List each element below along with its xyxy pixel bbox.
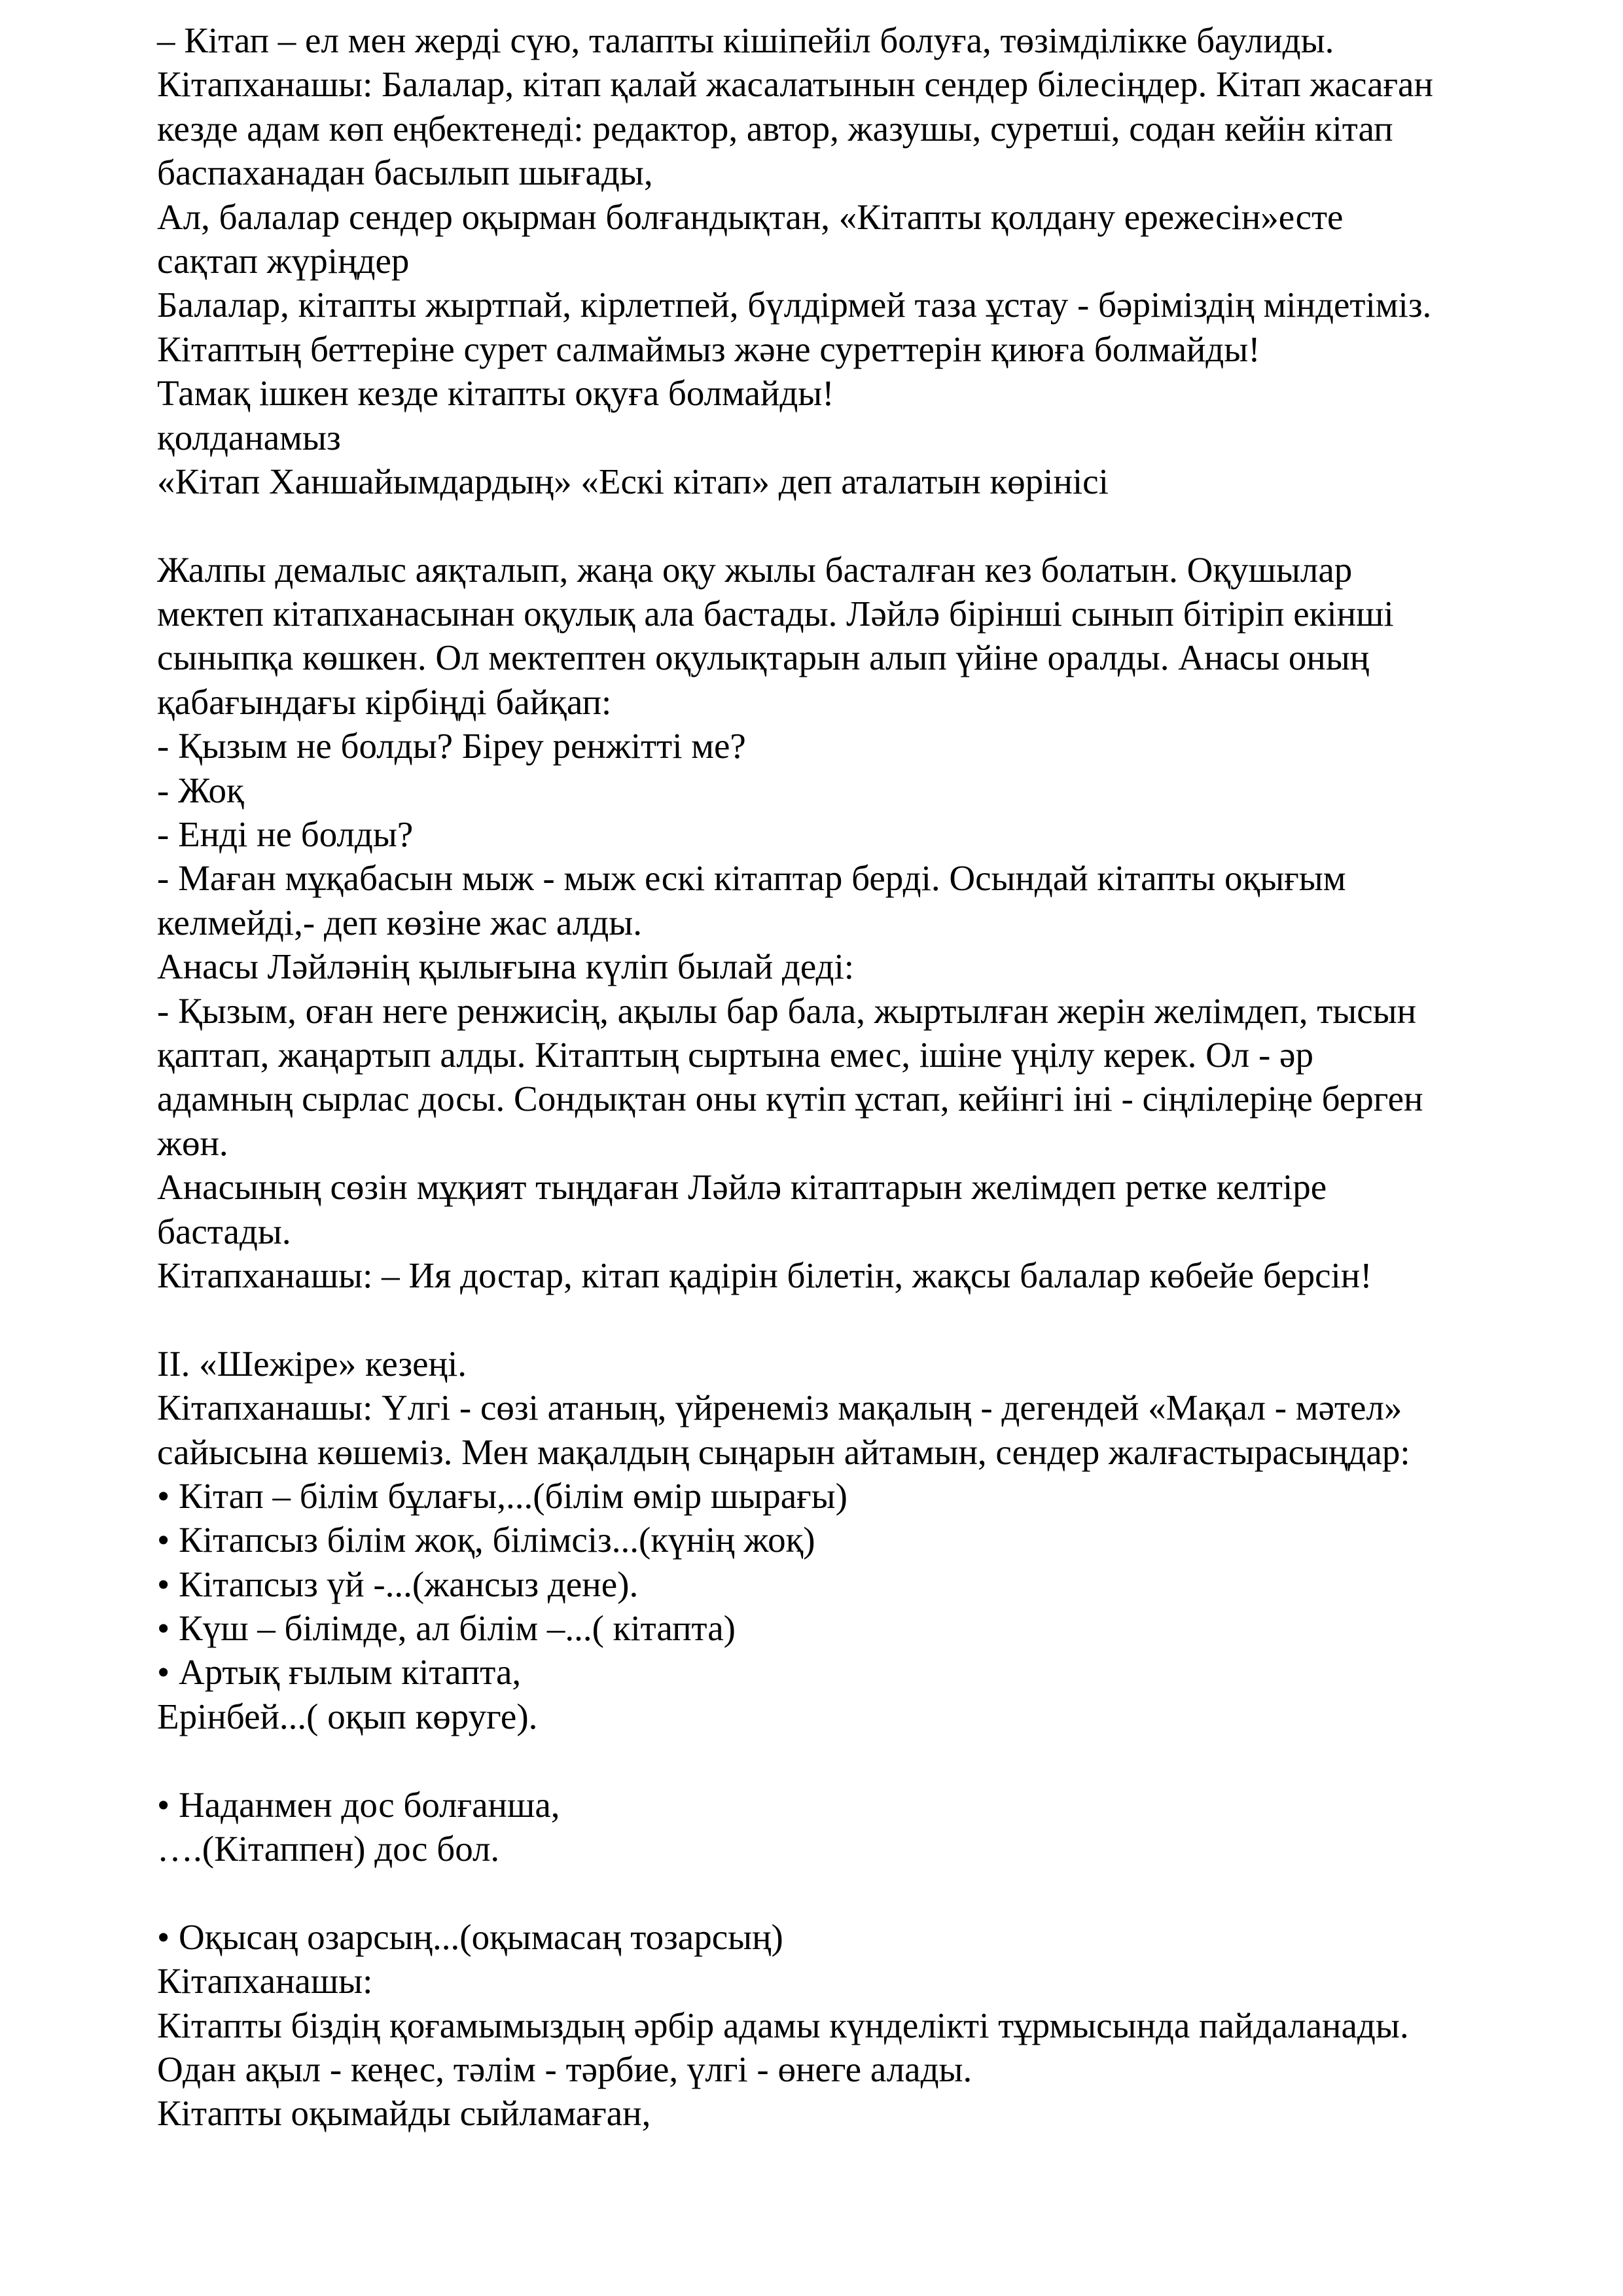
text-line: Ал, балалар сендер оқырман болғандықтан, «Кітапты қолдану ережесін»есте [157, 196, 1344, 237]
text-line: Тамақ ішкен кезде кітапты оқуға болмайды! [157, 373, 834, 414]
text-line: Анасы Ләйләнің қылығына күліп былай деді: [157, 946, 855, 987]
text-line: мектеп кітапханасынан оқулық ала бастады. Ләйлә бірінші сынып бітіріп екінші [157, 594, 1394, 634]
text-line: адамның сырлас досы. Сондықтан оны күтіп ұстап, кейінгі іні - сіңлілеріңе берген [157, 1079, 1423, 1119]
blank-line [157, 1297, 1571, 1341]
text-line: «Кітап Ханшайымдардың» «Ескі кітап» деп аталатын көрінісі [157, 461, 1109, 501]
text-line: Кітапты біздің қоғамымыздың әрбір адамы күнделікті тұрмысында пайдаланады. [157, 2005, 1409, 2045]
blank-line [157, 1871, 1571, 1914]
text-line: – Кітап – ел мен жерді сүю, талапты кішіпейіл болуға, төзімділікке баулиды. [157, 20, 1334, 60]
text-line: • Кітапсыз үй -...(жансыз дене). [157, 1564, 639, 1604]
text-line: Кітапханашы: Үлгі - сөзі атаның, үйренеміз мақалың - дегендей «Мақал - мәтел» [157, 1388, 1402, 1428]
text-line: Балалар, кітапты жыртпай, кірлетпей, бүлдірмей таза ұстау - бәріміздің міндетіміз. [157, 285, 1432, 325]
blank-line [157, 503, 1571, 547]
text-line: Кітапты оқымайды сыйламаған, [157, 2093, 651, 2134]
text-line: қолданамыз [157, 417, 341, 457]
text-line: - Енді не болды? [157, 814, 414, 855]
text-line: қаптап, жаңартып алды. Кітаптың сыртына емес, ішіне үңілу керек. Ол - әр [157, 1034, 1313, 1075]
text-line: келмейді,- деп көзіне жас алды. [157, 902, 642, 942]
text-line: Ерінбей...( оқып көруге). [157, 1696, 538, 1736]
text-line: • Оқысаң озарсың...(оқымасаң тозарсың) [157, 1916, 783, 1957]
text-line: Кітаптың беттеріне сурет салмаймыз және суреттерін қиюға болмайды! [157, 329, 1260, 369]
blank-line [157, 1738, 1571, 1782]
text-line: сайысына көшеміз. Мен мақалдың сыңарын айтамын, сендер жалғастырасыңдар: [157, 1431, 1410, 1472]
text-line: • Кітапсыз білім жоқ, білімсіз...(күнің жоқ) [157, 1520, 815, 1560]
text-line: - Қызым, оған неге ренжисің, ақылы бар бала, жыртылған жерін желімдеп, тысын [157, 990, 1417, 1031]
text-line: Жалпы демалыс аяқталып, жаңа оқу жылы басталған кез болатын. Оқушылар [157, 549, 1353, 590]
text-line: ….(Кітаппен) дос бол. [157, 1829, 500, 1869]
text-line: • Күш – білімде, ал білім –...( кітапта) [157, 1608, 736, 1649]
text-line: • Наданмен дос болғанша, [157, 1784, 560, 1825]
text-line: ІІ. «Шежіре» кезеңі. [157, 1343, 467, 1384]
text-line: • Кітап – білім бұлағы,...(білім өмір шырағы) [157, 1475, 847, 1516]
text-line: - Маған мұқабасын мыж - мыж ескі кітаптар берді. Осындай кітапты оқығым [157, 858, 1346, 899]
text-line: - Қызым не болды? Біреу ренжітті ме? [157, 726, 746, 766]
text-line: жөн. [157, 1122, 228, 1163]
text-line: сыныпқа көшкен. Ол мектептен оқулықтарын алып үйіне оралды. Анасы оның [157, 637, 1370, 678]
text-line: Кітапханашы: [157, 1961, 373, 2001]
text-line: Кітапханашы: Балалар, кітап қалай жасалатынын сендер білесіңдер. Кітап жасаған [157, 64, 1433, 105]
text-line: Кітапханашы: – Ия достар, кітап қадірін білетін, жақсы балалар көбейе берсін! [157, 1255, 1372, 1295]
document-page [157, 18, 1571, 2136]
text-line: Одан ақыл - кеңес, тәлім - тәрбие, үлгі - өнеге алады. [157, 2049, 972, 2089]
text-line: • Артық ғылым кітапта, [157, 1652, 522, 1693]
text-line: бастады. [157, 1211, 291, 1251]
text-line: кезде адам көп еңбектенеді: редактор, автор, жазушы, суретші, содан кейін кітап [157, 108, 1393, 149]
text-line: сақтап жүріңдер [157, 240, 410, 281]
text-line: - Жоқ [157, 770, 244, 810]
text-line: баспаханадан басылып шығады, [157, 152, 653, 193]
text-line: Анасының сөзін мұқият тыңдаған Ләйлә кітаптарын желімдеп ретке келтіре [157, 1167, 1327, 1208]
text-line: қабағындағы кірбіңді байқап: [157, 681, 612, 722]
